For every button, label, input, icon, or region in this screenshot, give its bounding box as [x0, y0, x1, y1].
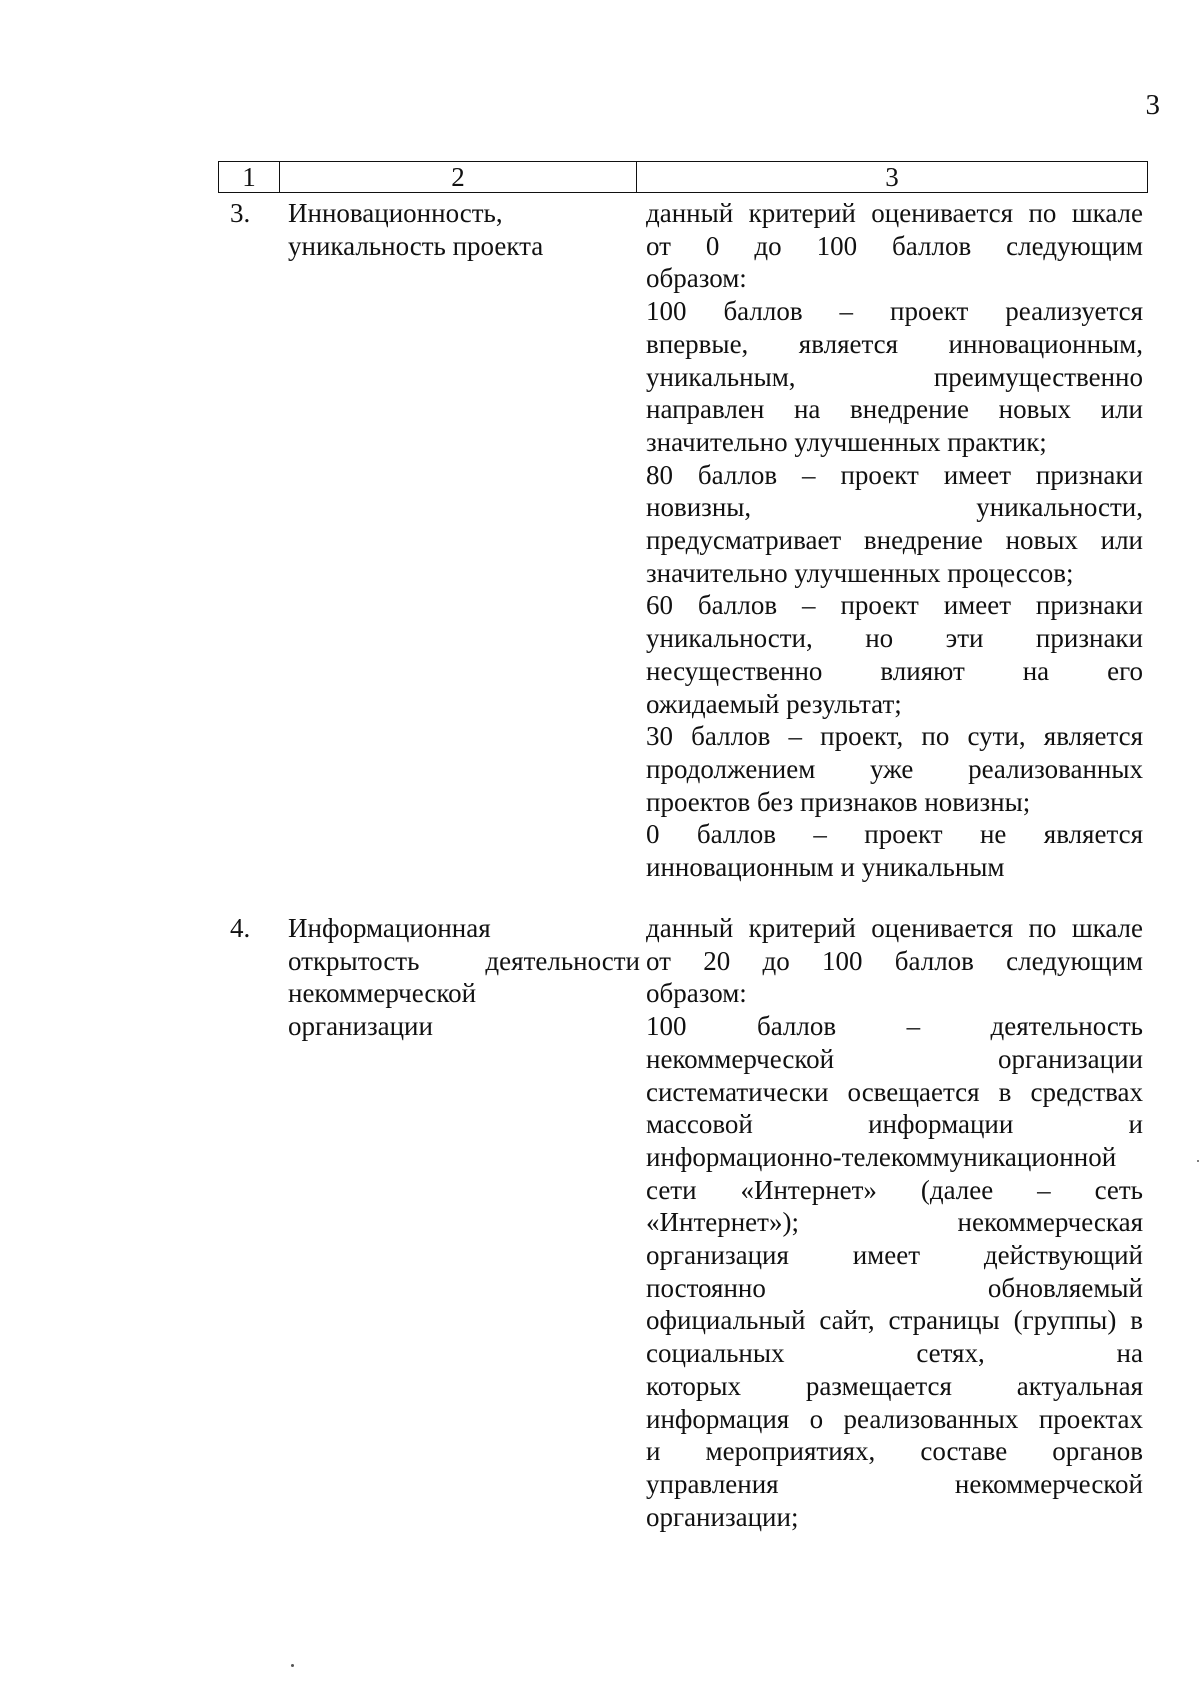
criterion-name-line: некоммерческой — [288, 978, 477, 1009]
description-line: и мероприятиях, составе органов — [646, 1436, 1143, 1467]
criterion-name — [288, 912, 640, 1043]
table-header-col-3: 3 — [885, 162, 899, 192]
row-number: 3. — [230, 198, 251, 228]
criterion-name-line: открытость деятельности — [288, 945, 640, 976]
table-header-col-2: 2 — [280, 162, 637, 192]
description-line: предусматривает внедрение новых или — [646, 525, 1143, 556]
description-line: 60 баллов – проект имеет признаки — [646, 590, 1143, 621]
description-line: данный критерий оценивается по шкале — [646, 913, 1143, 943]
description-line: несущественно влияют на его — [646, 655, 1143, 686]
description-line: 100 баллов – проект реализуется — [646, 296, 1143, 327]
description-line: официальный сайт, страницы (группы) в — [646, 1305, 1143, 1336]
page-number: 3 — [1145, 89, 1160, 121]
criterion-name-line: уникальность проекта — [288, 230, 544, 261]
description-line: образом: — [646, 263, 747, 294]
description-line: 100 баллов – деятельность — [646, 1011, 1143, 1042]
scan-speck — [1197, 1160, 1199, 1162]
description-line: управления некоммерческой — [646, 1468, 1143, 1499]
criterion-name-line: организации — [288, 1011, 433, 1042]
description-line: социальных сетях, на — [646, 1338, 1143, 1369]
description-line: сети «Интернет» (далее – сеть — [646, 1174, 1143, 1205]
description-line: значительно улучшенных процессов; — [646, 557, 1074, 588]
criterion-description — [646, 197, 1143, 884]
criterion-name — [288, 197, 640, 262]
description-line: 80 баллов – проект имеет признаки — [646, 459, 1143, 490]
description-line: некоммерческой организации — [646, 1043, 1143, 1074]
table-header-row — [218, 161, 1148, 193]
description-line: массовой информации и — [646, 1109, 1143, 1140]
description-line: 0 баллов – проект не является — [646, 819, 1143, 850]
description-line: которых размещается актуальная — [646, 1370, 1143, 1401]
criterion-name-line: Инновационность, — [288, 198, 503, 228]
description-line: направлен на внедрение новых или — [646, 394, 1143, 425]
description-line: информация о реализованных проектах — [646, 1403, 1143, 1434]
description-line: продолжением уже реализованных — [646, 753, 1143, 784]
description-line: от 0 до 100 баллов следующим — [646, 230, 1143, 261]
description-line: от 20 до 100 баллов следующим — [646, 945, 1143, 976]
description-line: информационно-телекоммуникационной — [646, 1141, 1117, 1172]
description-line: организации; — [646, 1501, 799, 1532]
description-line: уникальным, преимущественно — [646, 361, 1143, 392]
description-line: постоянно обновляемый — [646, 1272, 1143, 1303]
description-line: «Интернет»); некоммерческая — [646, 1207, 1143, 1238]
description-line: новизны, уникальности, — [646, 492, 1143, 523]
description-line: данный критерий оценивается по шкале — [646, 198, 1143, 228]
description-line: впервые, является инновационным, — [646, 328, 1143, 359]
criterion-description — [646, 912, 1143, 1533]
description-line: значительно улучшенных практик; — [646, 426, 1047, 457]
scan-speck — [291, 1664, 294, 1667]
row-number: 4. — [230, 913, 251, 943]
description-line: уникальности, но эти признаки — [646, 623, 1143, 654]
description-line: систематически освещается в средствах — [646, 1076, 1143, 1107]
criterion-name-line: Информационная — [288, 913, 491, 943]
description-line: проектов без признаков новизны; — [646, 786, 1031, 817]
table-header-col-1: 1 — [219, 162, 280, 192]
description-line: 30 баллов – проект, по сути, является — [646, 721, 1143, 752]
description-line: организация имеет действующий — [646, 1240, 1143, 1271]
description-line: ожидаемый результат; — [646, 688, 902, 719]
description-line: инновационным и уникальным — [646, 852, 1005, 883]
description-line: образом: — [646, 978, 747, 1009]
